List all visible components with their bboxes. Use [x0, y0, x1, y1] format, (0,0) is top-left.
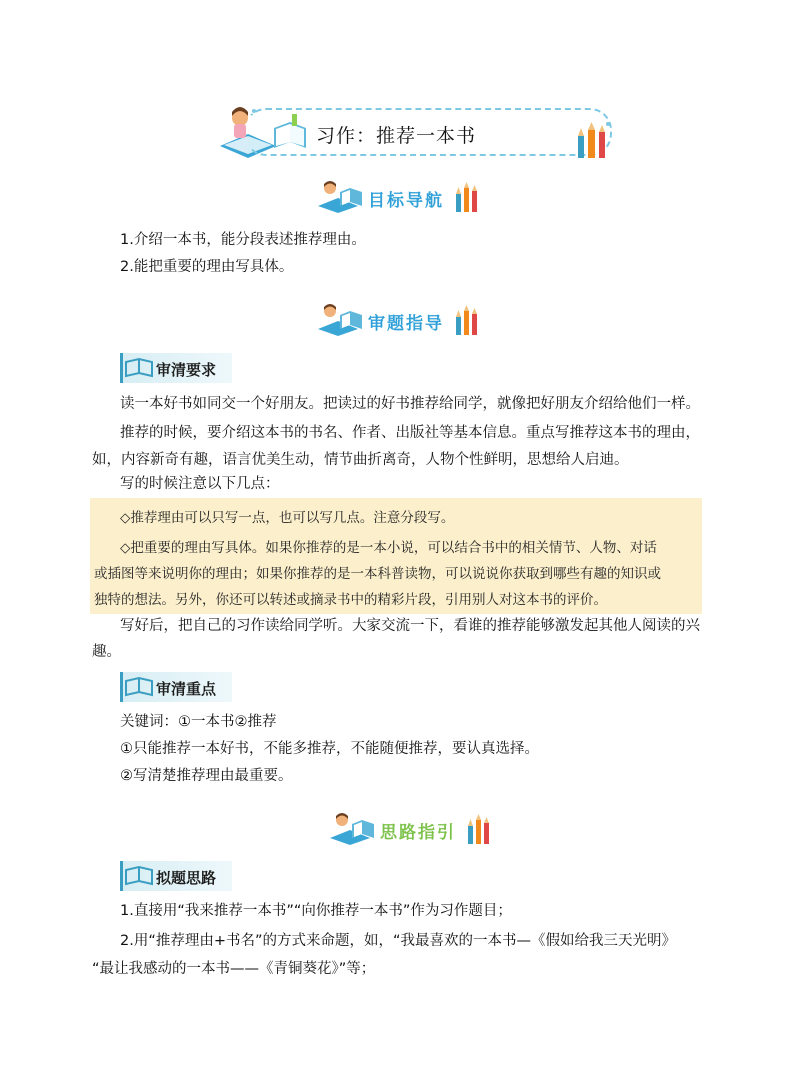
- tips-box: [90, 498, 702, 614]
- tip-line: ◇把重要的理由写具体。如果你推荐的是一本小说，可以结合书中的相关情节、人物、对话: [120, 540, 657, 556]
- section-title-goal-text: 目标导航: [368, 191, 444, 211]
- title-frame-dot: [252, 109, 256, 113]
- section-title-thinking-text: 思路指引: [380, 823, 456, 843]
- paragraph: 推荐的时候，要介绍这本书的书名、作者、出版社等基本信息。重点写推荐这本书的理由，: [120, 425, 700, 441]
- section-banner-goal: [316, 180, 480, 216]
- title-banner: [218, 104, 616, 164]
- tag-requirements: [120, 353, 232, 383]
- paragraph: 写好后，把自己的习作读给同学听。大家交流一下，看谁的推荐能够激发起其他人阅读的兴: [120, 618, 700, 634]
- tip-line: 独特的想法。另外，你还可以转述或摘录书中的精彩片段，引用别人对这本书的评价。: [94, 592, 607, 608]
- section-title-review: [368, 309, 444, 334]
- book-icon: [124, 864, 154, 888]
- reading-kid-icon: [316, 180, 364, 214]
- title-idea-item: “最让我感动的一本书——《青铜葵花》”等；: [92, 961, 376, 977]
- paragraph: 读一本好书如同交一个好朋友。把读过的好书推荐给同学，就像把好朋友介绍给他们一样。: [120, 396, 700, 412]
- paragraph: 如，内容新奇有趣，语言优美生动，情节曲折离奇，人物个性鲜明，思想给人启迪。: [92, 452, 629, 468]
- tag-label: 审清要求: [156, 361, 217, 379]
- section-title-goal: [368, 186, 444, 211]
- key-point-item: ①只能推荐一本好书，不能多推荐，不能随便推荐，要认真选择。: [120, 741, 539, 757]
- keywords: 关键词：①一本书②推荐: [120, 714, 277, 730]
- tag-label: 拟题思路: [156, 869, 217, 887]
- pencils-icon: [466, 814, 492, 844]
- section-title-thinking: [380, 818, 456, 843]
- reading-kid-icon: [316, 303, 364, 337]
- goal-item: 2.能把重要的理由写具体。: [120, 259, 294, 275]
- pencils-icon: [574, 122, 614, 162]
- paragraph: 趣。: [92, 644, 121, 660]
- tag-label: 审清重点: [156, 680, 217, 698]
- reading-kid-icon: [328, 812, 376, 846]
- title-idea-item: 1.直接用“我来推荐一本书”“向你推荐一本书”作为习作题目；: [120, 903, 512, 919]
- book-icon: [124, 675, 154, 699]
- tip-line: 或插图等来说明你的理由；如果你推荐的是一本科普读物，可以说说你获取到哪些有趣的知识或: [94, 566, 661, 582]
- page-title: 习作：推荐一本书: [316, 125, 477, 147]
- section-title-review-text: 审题指导: [368, 314, 444, 334]
- pencils-icon: [454, 305, 480, 335]
- tag-key-points: [120, 672, 232, 702]
- tip-line: ◇推荐理由可以只写一点，也可以写几点。注意分段写。: [120, 510, 455, 526]
- tag-title-ideas: [120, 861, 232, 891]
- pencils-icon: [454, 182, 480, 212]
- goal-item: 1.介绍一本书，能分段表述推荐理由。: [120, 232, 366, 248]
- title-idea-item: 2.用“推荐理由+书名”的方式来命题，如，“我最喜欢的一本书—《假如给我三天光明》: [120, 933, 677, 949]
- paragraph: 写的时候注意以下几点：: [120, 476, 280, 492]
- key-point-item: ②写清楚推荐理由最重要。: [120, 768, 293, 784]
- section-banner-review: [316, 303, 480, 339]
- section-banner-thinking: [328, 812, 492, 848]
- book-icon: [124, 356, 154, 380]
